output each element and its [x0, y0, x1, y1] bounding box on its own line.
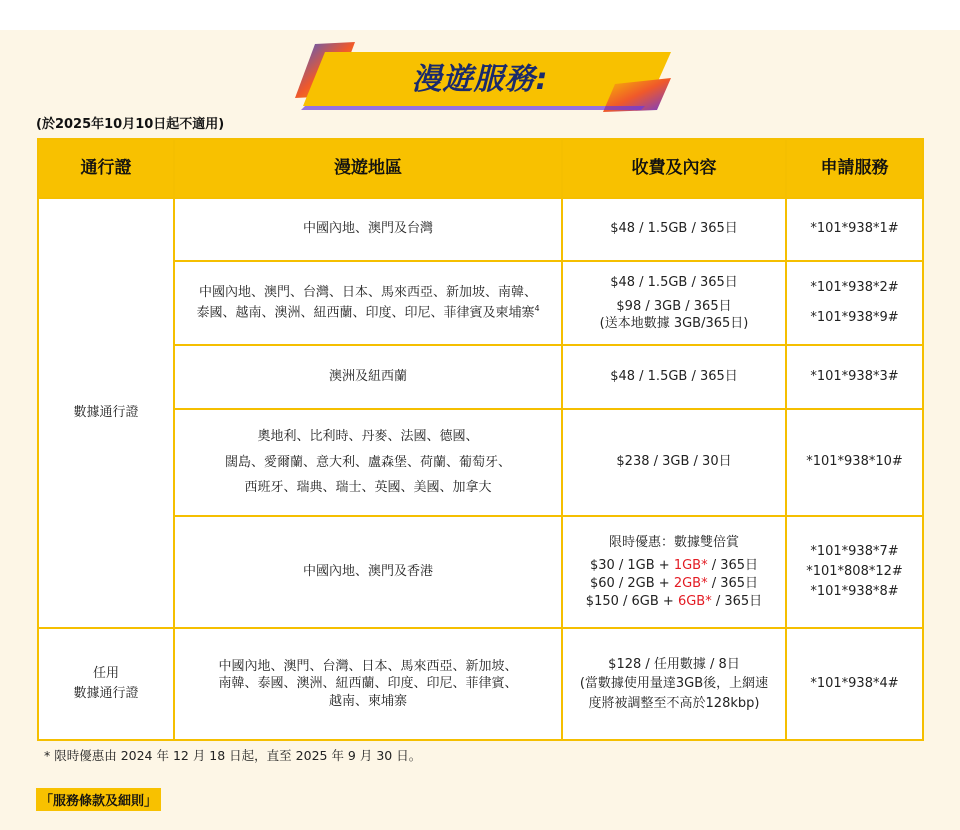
table-header-row — [38, 139, 923, 198]
promo-title: 限時優惠：數據雙倍賞 — [608, 534, 739, 550]
region-cell — [174, 516, 562, 628]
promo-line: $150 / 6GB + 6GB* / 365日 — [585, 594, 763, 610]
service-code[interactable]: *101*938*10# — [806, 454, 903, 470]
price-cell — [562, 628, 786, 740]
service-code[interactable]: *101*938*8# — [810, 584, 899, 600]
price-cell — [562, 345, 786, 409]
promo-footnote: * 限時優惠由 2024 年 12 月 18 日起，直至 2025 年 9 月 30 日。 — [44, 748, 422, 763]
price-cell — [562, 516, 786, 628]
service-code[interactable]: *101*938*2# — [810, 279, 899, 295]
code-cell — [786, 409, 923, 516]
header-region: 漫遊地區 — [174, 139, 562, 198]
group-label-data-pass — [38, 198, 174, 628]
price-text: $48 / 1.5GB / 365日 — [610, 221, 738, 237]
table-row — [38, 628, 923, 740]
code-cell — [786, 628, 923, 740]
table-row — [38, 198, 923, 261]
price-text: $238 / 3GB / 30日 — [616, 454, 732, 470]
price-text: $128 / 任用數據 / 8日 — [608, 656, 740, 672]
region-text: 奧地利、比利時、丹麥、法國、德國、 — [257, 429, 479, 445]
price-text: $48 / 1.5GB / 365日 — [610, 368, 738, 384]
price-note: (當數據使用量達3GB後，上網速 — [579, 676, 769, 692]
price-note: (送本地數據 3GB/365日) — [599, 316, 749, 332]
terms-link[interactable]: 「服務條款及細則」 — [36, 788, 161, 811]
service-code[interactable]: *101*938*1# — [810, 221, 899, 237]
region-text: 西班牙、瑞典、瑞士、英國、美國、加拿大 — [244, 480, 492, 496]
price-note: 度將被調整至不高於128kbp) — [588, 695, 760, 711]
region-cell — [174, 261, 562, 345]
region-text: 闊島、愛爾蘭、意大利、盧森堡、荷蘭、葡萄牙、 — [224, 454, 511, 470]
region-cell — [174, 198, 562, 261]
promo-line: $30 / 1GB + 1GB* / 365日 — [589, 557, 759, 573]
price-cell — [562, 261, 786, 345]
group-label: 任用 — [92, 665, 119, 681]
region-cell — [174, 409, 562, 516]
promo-line: $60 / 2GB + 2GB* / 365日 — [589, 575, 759, 591]
service-code[interactable]: *101*938*4# — [810, 675, 899, 691]
top-band — [0, 0, 960, 30]
group-label: 數據通行證 — [73, 686, 139, 701]
region-text: 中國內地、澳門、台灣、日本、馬來西亞、新加坡、 — [218, 658, 518, 674]
banner — [285, 40, 675, 112]
region-text: 中國內地、澳門、台灣、日本、馬來西亞、新加坡、南韓、 — [198, 284, 537, 300]
price-cell — [562, 198, 786, 261]
header-apply: 申請服務 — [786, 139, 923, 198]
service-code[interactable]: *101*938*7# — [810, 543, 899, 559]
group-label: 數據通行證 — [73, 404, 139, 420]
header-price: 收費及內容 — [562, 139, 786, 198]
region-cell — [174, 345, 562, 409]
price-text: $48 / 1.5GB / 365日 — [610, 275, 738, 291]
price-text: $98 / 3GB / 365日 — [616, 299, 732, 315]
region-cell — [174, 628, 562, 740]
code-cell — [786, 516, 923, 628]
region-text: 澳洲及紐西蘭 — [328, 368, 407, 384]
bonus-data: 1GB* — [673, 557, 708, 573]
region-text-line2: 泰國、越南、澳洲、紐西蘭、印度、印尼、菲律賓及柬埔寨$^4$ — [196, 303, 540, 321]
price-cell — [562, 409, 786, 516]
bonus-data: 2GB* — [673, 575, 708, 591]
code-cell — [786, 345, 923, 409]
region-text: 中國內地、澳門及香港 — [302, 563, 433, 579]
region-text: 南韓、泰國、澳洲、紐西蘭、印度、印尼、菲律賓、 — [218, 676, 518, 692]
footnote-marker: 4 — [534, 303, 540, 313]
group-label-daily-pass — [38, 628, 174, 740]
region-text: 越南、柬埔寨 — [328, 693, 407, 709]
service-code[interactable]: *101*938*9# — [810, 310, 899, 325]
roaming-pass-table — [37, 138, 924, 741]
banner-title: 漫遊服務: — [411, 62, 549, 97]
validity-note: (於2025年10月10日起不適用) — [36, 117, 225, 132]
bonus-data: 6GB* — [677, 594, 712, 610]
service-code[interactable]: *101*938*3# — [810, 368, 899, 384]
code-cell — [786, 261, 923, 345]
region-text: 中國內地、澳門及台灣 — [302, 221, 433, 237]
service-code[interactable]: *101*808*12# — [806, 563, 903, 579]
header-pass: 通行證 — [38, 139, 174, 198]
code-cell — [786, 198, 923, 261]
